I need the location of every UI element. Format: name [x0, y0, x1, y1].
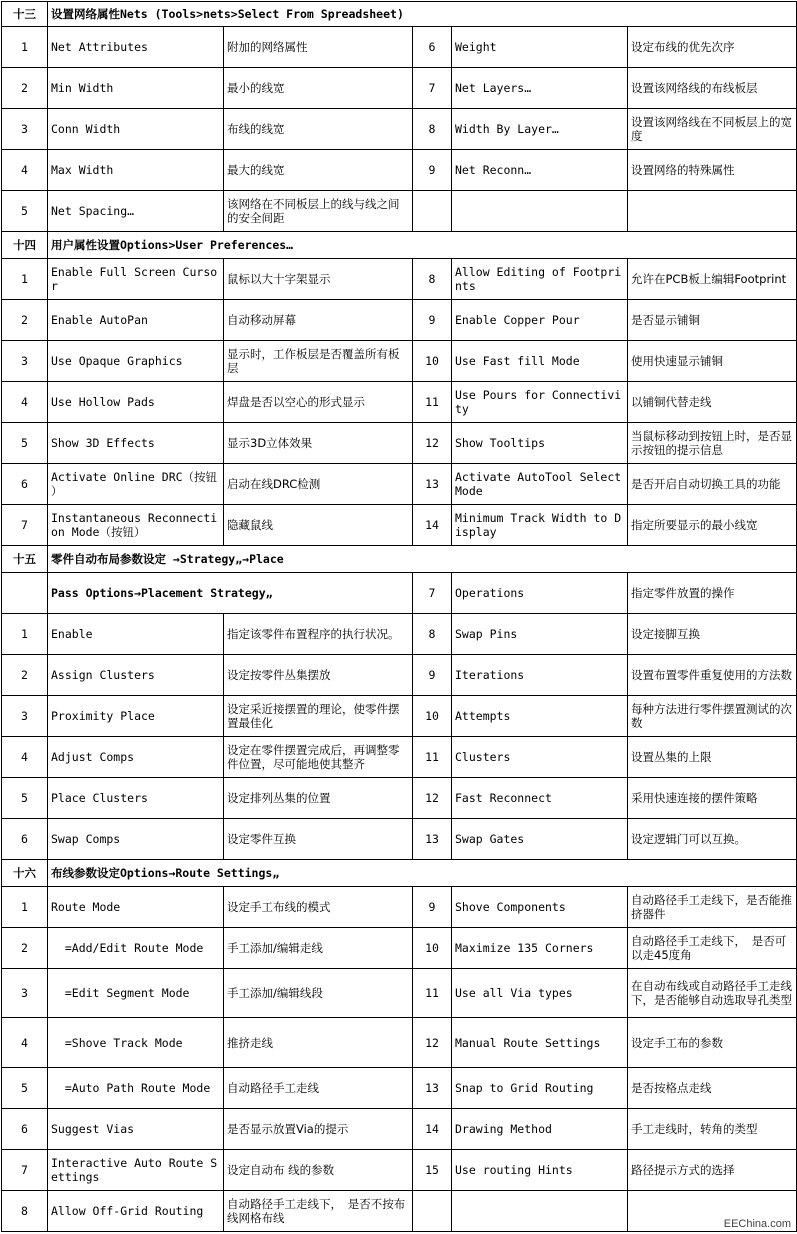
- left-description: 最小的线宽: [224, 68, 413, 109]
- right-option: Attempts: [452, 696, 628, 737]
- left-description: 指定该零件布置程序的执行状况。: [224, 614, 413, 655]
- settings-table: [1, 1, 797, 1232]
- table-row: [2, 1068, 797, 1109]
- right-description: 是否按格点走线: [628, 1068, 797, 1109]
- left-number: 5: [2, 778, 48, 819]
- table-row: [2, 887, 797, 928]
- left-option: =Add/Edit Route Mode: [48, 928, 224, 969]
- right-option: Shove Components: [452, 887, 628, 928]
- right-number: 9: [413, 150, 452, 191]
- right-description: 每种方法进行零件摆置测试的次数: [628, 696, 797, 737]
- table-row: [2, 1191, 797, 1232]
- left-option: Use Hollow Pads: [48, 382, 224, 423]
- left-option: =Shove Track Mode: [48, 1018, 224, 1068]
- table-row: [2, 819, 797, 860]
- right-description: 设定逻辑门可以互换。: [628, 819, 797, 860]
- left-description: 隐藏鼠线: [224, 505, 413, 546]
- right-description: 自动路径手工走线下， 是否可以走45度角: [628, 928, 797, 969]
- table-row: [2, 109, 797, 150]
- right-number: 9: [413, 887, 452, 928]
- left-option: Instantaneous Reconnection Mode（按钮）: [48, 505, 224, 546]
- right-description: 设定接脚互换: [628, 614, 797, 655]
- section-header: [2, 860, 797, 887]
- section-title: 用户属性设置Options>User Preferences…: [48, 232, 797, 259]
- table-row: [2, 696, 797, 737]
- table-row: [2, 341, 797, 382]
- right-description: 手工走线时，转角的类型: [628, 1109, 797, 1150]
- right-number: 8: [413, 614, 452, 655]
- left-description: 手工添加/编辑线段: [224, 969, 413, 1018]
- left-option: Interactive Auto Route Settings: [48, 1150, 224, 1191]
- left-number: 4: [2, 150, 48, 191]
- right-description: 设置该网络线的布线板层: [628, 68, 797, 109]
- left-description: 显示时，工作板层是否覆盖所有板层: [224, 341, 413, 382]
- table-row: [2, 928, 797, 969]
- right-description: 是否开启自动切换工具的功能: [628, 464, 797, 505]
- left-option: Activate Online DRC（按钮 ）: [48, 464, 224, 505]
- left-description: 推挤走线: [224, 1018, 413, 1068]
- table-row: [2, 737, 797, 778]
- left-option: Net Attributes: [48, 27, 224, 68]
- table-row: [2, 191, 797, 232]
- table-row: [2, 655, 797, 696]
- left-description: 设定在零件摆置完成后，再调整零件位置，尽可能地使其整齐: [224, 737, 413, 778]
- left-description: 最大的线宽: [224, 150, 413, 191]
- section-number: 十四: [2, 232, 48, 259]
- right-number: 10: [413, 341, 452, 382]
- left-number: 1: [2, 887, 48, 928]
- right-option: Allow Editing of Footprints: [452, 259, 628, 300]
- section-number: 十五: [2, 546, 48, 573]
- left-description: 该网络在不同板层上的线与线之间的安全间距: [224, 191, 413, 232]
- left-option: Swap Comps: [48, 819, 224, 860]
- right-option: Fast Reconnect: [452, 778, 628, 819]
- table-row: [2, 1018, 797, 1068]
- table-row: [2, 614, 797, 655]
- left-number: 7: [2, 505, 48, 546]
- table-row: [2, 27, 797, 68]
- table-row: [2, 505, 797, 546]
- right-number: 14: [413, 505, 452, 546]
- right-option: Maximize 135 Corners: [452, 928, 628, 969]
- left-number: 6: [2, 464, 48, 505]
- right-number: 9: [413, 300, 452, 341]
- left-number: 3: [2, 969, 48, 1018]
- left-option: Suggest Vias: [48, 1109, 224, 1150]
- right-number: 6: [413, 27, 452, 68]
- left-option: Conn Width: [48, 109, 224, 150]
- settings-table-body: [2, 2, 797, 1232]
- right-description: 设定布线的优先次序: [628, 27, 797, 68]
- right-number: 8: [413, 259, 452, 300]
- left-number: 3: [2, 109, 48, 150]
- left-description: 布线的线宽: [224, 109, 413, 150]
- right-description: 当鼠标移动到按钮上时，是否显示按钮的提示信息: [628, 423, 797, 464]
- left-number: 7: [2, 1150, 48, 1191]
- right-number: 10: [413, 928, 452, 969]
- left-description: 自动路径手工走线下， 是否不按布线网格布线: [224, 1191, 413, 1232]
- right-number: 12: [413, 423, 452, 464]
- left-description: 启动在线DRC检测: [224, 464, 413, 505]
- left-option: Route Mode: [48, 887, 224, 928]
- section-header: [2, 2, 797, 27]
- right-description: 在自动布线或自动路径手工走线下，是否能够自动选取导孔类型: [628, 969, 797, 1018]
- right-option: Use Pours for Connectivity: [452, 382, 628, 423]
- right-description: 设置布置零件重复使用的方法数: [628, 655, 797, 696]
- left-option: Enable: [48, 614, 224, 655]
- left-number: 6: [2, 1109, 48, 1150]
- right-option: Use all Via types: [452, 969, 628, 1018]
- right-option: Swap Gates: [452, 819, 628, 860]
- right-description: [628, 191, 797, 232]
- right-number: 15: [413, 1150, 452, 1191]
- right-description: 设置该网络线在不同板层上的宽度: [628, 109, 797, 150]
- table-row: [2, 464, 797, 505]
- left-description: 设定按零件丛集摆放: [224, 655, 413, 696]
- left-number: 5: [2, 191, 48, 232]
- left-option: Enable AutoPan: [48, 300, 224, 341]
- right-number: 11: [413, 969, 452, 1018]
- left-description: 显示3D立体效果: [224, 423, 413, 464]
- right-number: 8: [413, 109, 452, 150]
- left-number: 2: [2, 655, 48, 696]
- left-option: Net Spacing…: [48, 191, 224, 232]
- table-row: [2, 259, 797, 300]
- left-number: 1: [2, 259, 48, 300]
- left-number: 5: [2, 423, 48, 464]
- left-option: Place Clusters: [48, 778, 224, 819]
- right-option: Swap Pins: [452, 614, 628, 655]
- right-number: 9: [413, 655, 452, 696]
- left-option: Enable Full Screen Cursor: [48, 259, 224, 300]
- right-option: Minimum Track Width to Display: [452, 505, 628, 546]
- left-number: 2: [2, 928, 48, 969]
- table-row: [2, 969, 797, 1018]
- left-description: 设定采近接摆置的理论，使零件摆置最佳化: [224, 696, 413, 737]
- left-number: 5: [2, 1068, 48, 1109]
- right-option: Iterations: [452, 655, 628, 696]
- left-option: Allow Off-Grid Routing: [48, 1191, 224, 1232]
- right-description: 以铺铜代替走线: [628, 382, 797, 423]
- table-row: [2, 778, 797, 819]
- right-option: Net Reconn…: [452, 150, 628, 191]
- left-description: 设定排列丛集的位置: [224, 778, 413, 819]
- right-number: 7: [413, 573, 452, 614]
- right-option: [452, 1191, 628, 1232]
- table-row: [2, 150, 797, 191]
- left-option: Min Width: [48, 68, 224, 109]
- right-number: 12: [413, 1018, 452, 1068]
- right-option: Manual Route Settings: [452, 1018, 628, 1068]
- right-description: 采用快速连接的摆件策略: [628, 778, 797, 819]
- right-description: 设置网络的特殊属性: [628, 150, 797, 191]
- left-number: 4: [2, 737, 48, 778]
- section-title: 设置网络属性Nets (Tools>nets>Select From Spreadsheet): [48, 2, 797, 27]
- section-header: [2, 232, 797, 259]
- left-number: [2, 573, 48, 614]
- left-number: 2: [2, 300, 48, 341]
- left-number: 3: [2, 341, 48, 382]
- right-number: 14: [413, 1109, 452, 1150]
- section-header: [2, 546, 797, 573]
- right-number: 10: [413, 696, 452, 737]
- right-option: Weight: [452, 27, 628, 68]
- left-option: =Auto Path Route Mode: [48, 1068, 224, 1109]
- left-description: 设定手工布线的模式: [224, 887, 413, 928]
- right-option: Use routing Hints: [452, 1150, 628, 1191]
- right-number: 13: [413, 1068, 452, 1109]
- right-option: Snap to Grid Routing: [452, 1068, 628, 1109]
- right-description: 是否显示铺铜: [628, 300, 797, 341]
- left-description: 附加的网络属性: [224, 27, 413, 68]
- right-option: Activate AutoTool Select Mode: [452, 464, 628, 505]
- table-row: [2, 1150, 797, 1191]
- left-number: 1: [2, 614, 48, 655]
- left-description: 手工添加/编辑走线: [224, 928, 413, 969]
- right-number: 13: [413, 464, 452, 505]
- right-option: Net Layers…: [452, 68, 628, 109]
- right-number: 12: [413, 778, 452, 819]
- left-number: 4: [2, 382, 48, 423]
- left-option: Assign Clusters: [48, 655, 224, 696]
- left-option: =Edit Segment Mode: [48, 969, 224, 1018]
- left-option: Max Width: [48, 150, 224, 191]
- right-description: 设定手工布的参数: [628, 1018, 797, 1068]
- left-option: Use Opaque Graphics: [48, 341, 224, 382]
- right-description: 自动路径手工走线下，是否能推挤器件: [628, 887, 797, 928]
- left-description: 设定零件互换: [224, 819, 413, 860]
- left-description: 设定自动布 线的参数: [224, 1150, 413, 1191]
- right-option: Use Fast fill Mode: [452, 341, 628, 382]
- left-option: Adjust Comps: [48, 737, 224, 778]
- right-option: [452, 191, 628, 232]
- right-option: Width By Layer…: [452, 109, 628, 150]
- right-number: 7: [413, 68, 452, 109]
- right-description: 路径提示方式的选择: [628, 1150, 797, 1191]
- section-title: 零件自动布局参数设定 →Strategy„→Place: [48, 546, 797, 573]
- subsection-title: Pass Options→Placement Strategy„: [48, 573, 413, 614]
- left-number: 8: [2, 1191, 48, 1232]
- section-title: 布线参数设定Options→Route Settings„: [48, 860, 797, 887]
- left-number: 6: [2, 819, 48, 860]
- left-option: Show 3D Effects: [48, 423, 224, 464]
- right-option: Enable Copper Pour: [452, 300, 628, 341]
- left-description: 焊盘是否以空心的形式显示: [224, 382, 413, 423]
- left-number: 3: [2, 696, 48, 737]
- right-description: 设置丛集的上限: [628, 737, 797, 778]
- table-row: [2, 1109, 797, 1150]
- right-description: 指定零件放置的操作: [628, 573, 797, 614]
- section-number: 十六: [2, 860, 48, 887]
- left-number: 4: [2, 1018, 48, 1068]
- right-number: 11: [413, 737, 452, 778]
- table-row: [2, 423, 797, 464]
- right-option: Drawing Method: [452, 1109, 628, 1150]
- left-option: Proximity Place: [48, 696, 224, 737]
- left-description: 自动移动屏幕: [224, 300, 413, 341]
- right-number: [413, 191, 452, 232]
- right-description: 指定所要显示的最小线宽: [628, 505, 797, 546]
- left-number: 2: [2, 68, 48, 109]
- section-number: 十三: [2, 2, 48, 27]
- right-description: 允许在PCB板上编辑Footprint: [628, 259, 797, 300]
- right-option: Show Tooltips: [452, 423, 628, 464]
- table-row: [2, 300, 797, 341]
- right-option: Operations: [452, 573, 628, 614]
- left-number: 1: [2, 27, 48, 68]
- table-row: [2, 382, 797, 423]
- left-description: 是否显示放置Via的提示: [224, 1109, 413, 1150]
- right-number: 13: [413, 819, 452, 860]
- right-number: 11: [413, 382, 452, 423]
- right-description: 使用快速显示铺铜: [628, 341, 797, 382]
- left-description: 鼠标以大十字架显示: [224, 259, 413, 300]
- table-row: [2, 68, 797, 109]
- right-number: [413, 1191, 452, 1232]
- right-option: Clusters: [452, 737, 628, 778]
- table-row: [2, 573, 797, 614]
- left-description: 自动路径手工走线: [224, 1068, 413, 1109]
- watermark: EEChina.com: [723, 1218, 791, 1230]
